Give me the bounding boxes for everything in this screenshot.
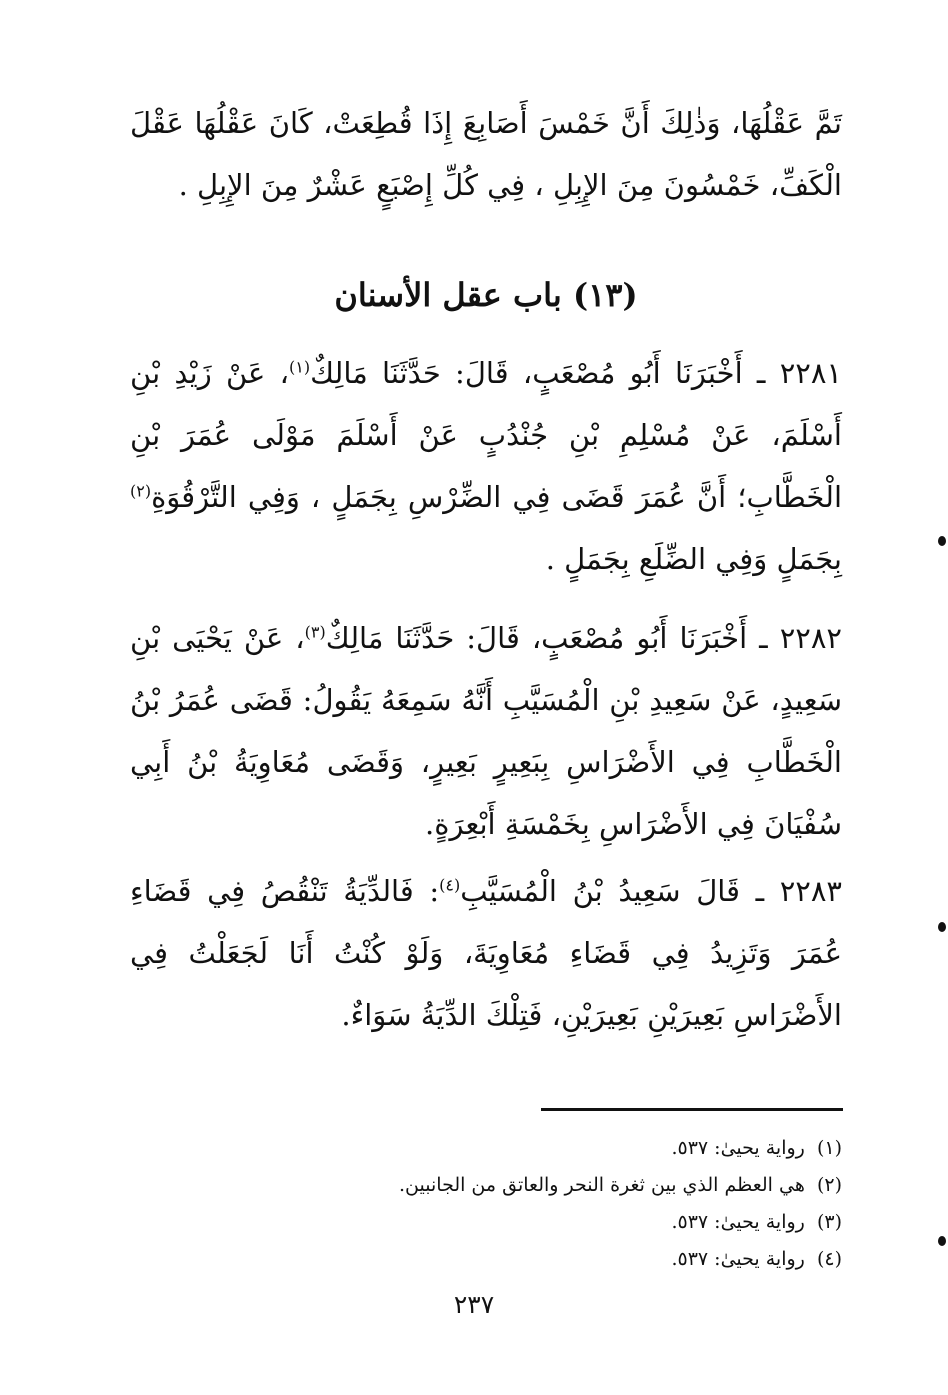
hadith-2283 — [130, 860, 842, 1046]
scan-speck — [938, 922, 946, 932]
hadith-2282 — [130, 607, 842, 855]
footnote-marker: (٤) — [816, 1248, 842, 1270]
footnote-text: هي العظم الذي بين ثغرة النحر والعاتق من الجانبين. — [399, 1174, 805, 1196]
footnote-text: رواية يحيىٰ: ٥٣٧. — [671, 1211, 805, 1233]
footnote-marker: (٣) — [816, 1211, 842, 1233]
hadith-number: ٢٢٨٣ ـ — [755, 874, 843, 908]
chapter-heading: (١٣) باب عقل الأسنان — [334, 276, 638, 314]
hadith-text: : فَالدِّيَةُ تَنْقُصُ فِي قَضَاءِ عُمَرَ وَتَزِيدُ فِي قَضَاءِ مُعَاوِيَةَ، وَلَوْ كُنْتُ أَنَا لَجَعَلْتُ فِي الأَضْرَاسِ بَعِيرَيْنِ بَعِيرَيْنِ، فَتِلْكَ الدِّيَةُ سَوَاءٌ. — [130, 874, 842, 1032]
hadith-text: بِجَمَلٍ وَفِي الضِّلَعِ بِجَمَلٍ . — [545, 542, 842, 576]
hadith-text: قَالَ سَعِيدُ بْنُ الْمُسَيَّبِ — [460, 874, 740, 908]
scan-speck — [938, 536, 946, 546]
footnote-text: رواية يحيىٰ: ٥٣٧. — [671, 1248, 805, 1270]
footnotes — [300, 1130, 842, 1278]
hadith-text: أَخْبَرَنَا أَبُو مُصْعَبٍ، قَالَ: حَدَّثَنَا مَالِكٌ — [325, 621, 748, 655]
intro-paragraph: تَمَّ عَقْلُهَا، وَذٰلِكَ أَنَّ خَمْسَ أَصَابِعَ إِذَا قُطِعَتْ، كَانَ عَقْلُهَا عَقْلَ الْكَفِّ، خَمْسُونَ مِنَ الإِبِلِ ، فِي كُلِّ إِصْبَعٍ عَشْرٌ مِنَ الإِبِلِ . — [130, 106, 842, 202]
hadith-2281 — [130, 342, 842, 590]
hadith-text: ، عَنْ زَيْدِ بْنِ أَسْلَمَ، عَنْ مُسْلِمِ بْنِ جُنْدُبٍ عَنْ أَسْلَمَ مَوْلَى عُمَرَ بْنِ الْخَطَّابِ؛ أَنَّ عُمَرَ قَضَى فِي الضِّرْسِ بِجَمَلٍ ، وَفِي التَّرْقُوَةِ — [130, 356, 842, 514]
footnote-ref: (١) — [288, 357, 311, 377]
footnote-item — [300, 1167, 842, 1204]
page-number: ٢٣٧ — [453, 1290, 495, 1319]
footnote-divider — [541, 1108, 843, 1111]
scan-speck — [938, 1236, 946, 1246]
footnote-item — [300, 1130, 842, 1167]
footnote-ref: (٤) — [439, 875, 461, 895]
footnote-item — [300, 1204, 842, 1241]
footnote-marker: (٢) — [816, 1174, 842, 1196]
footnote-ref: (٢) — [130, 481, 152, 501]
footnote-ref: (٣) — [304, 622, 326, 642]
hadith-text: ، عَنْ يَحْيَى بْنِ سَعِيدٍ، عَنْ سَعِيدِ بْنِ الْمُسَيَّبِ أَنَّهُ سَمِعَهُ يَقُولُ: قَضَى عُمَرُ بْنُ الْخَطَّابِ فِي الأَضْرَاسِ بِبَعِيرٍ بَعِيرٍ، وَقَضَى مُعَاوِيَةُ بْنُ أَبِي سُفْيَانَ فِي الأَضْرَاسِ بِخَمْسَةِ أَبْعِرَةٍ. — [130, 621, 842, 841]
footnote-marker: (١) — [816, 1137, 842, 1159]
footnote-text: رواية يحيىٰ: ٥٣٧. — [671, 1137, 805, 1159]
footnote-item — [300, 1241, 842, 1278]
hadith-text: أَخْبَرَنَا أَبُو مُصْعَبٍ، قَالَ: حَدَّثَنَا مَالِكٌ — [310, 356, 743, 390]
hadith-number: ٢٢٨١ ـ — [756, 356, 842, 390]
hadith-number: ٢٢٨٢ ـ — [759, 621, 843, 655]
